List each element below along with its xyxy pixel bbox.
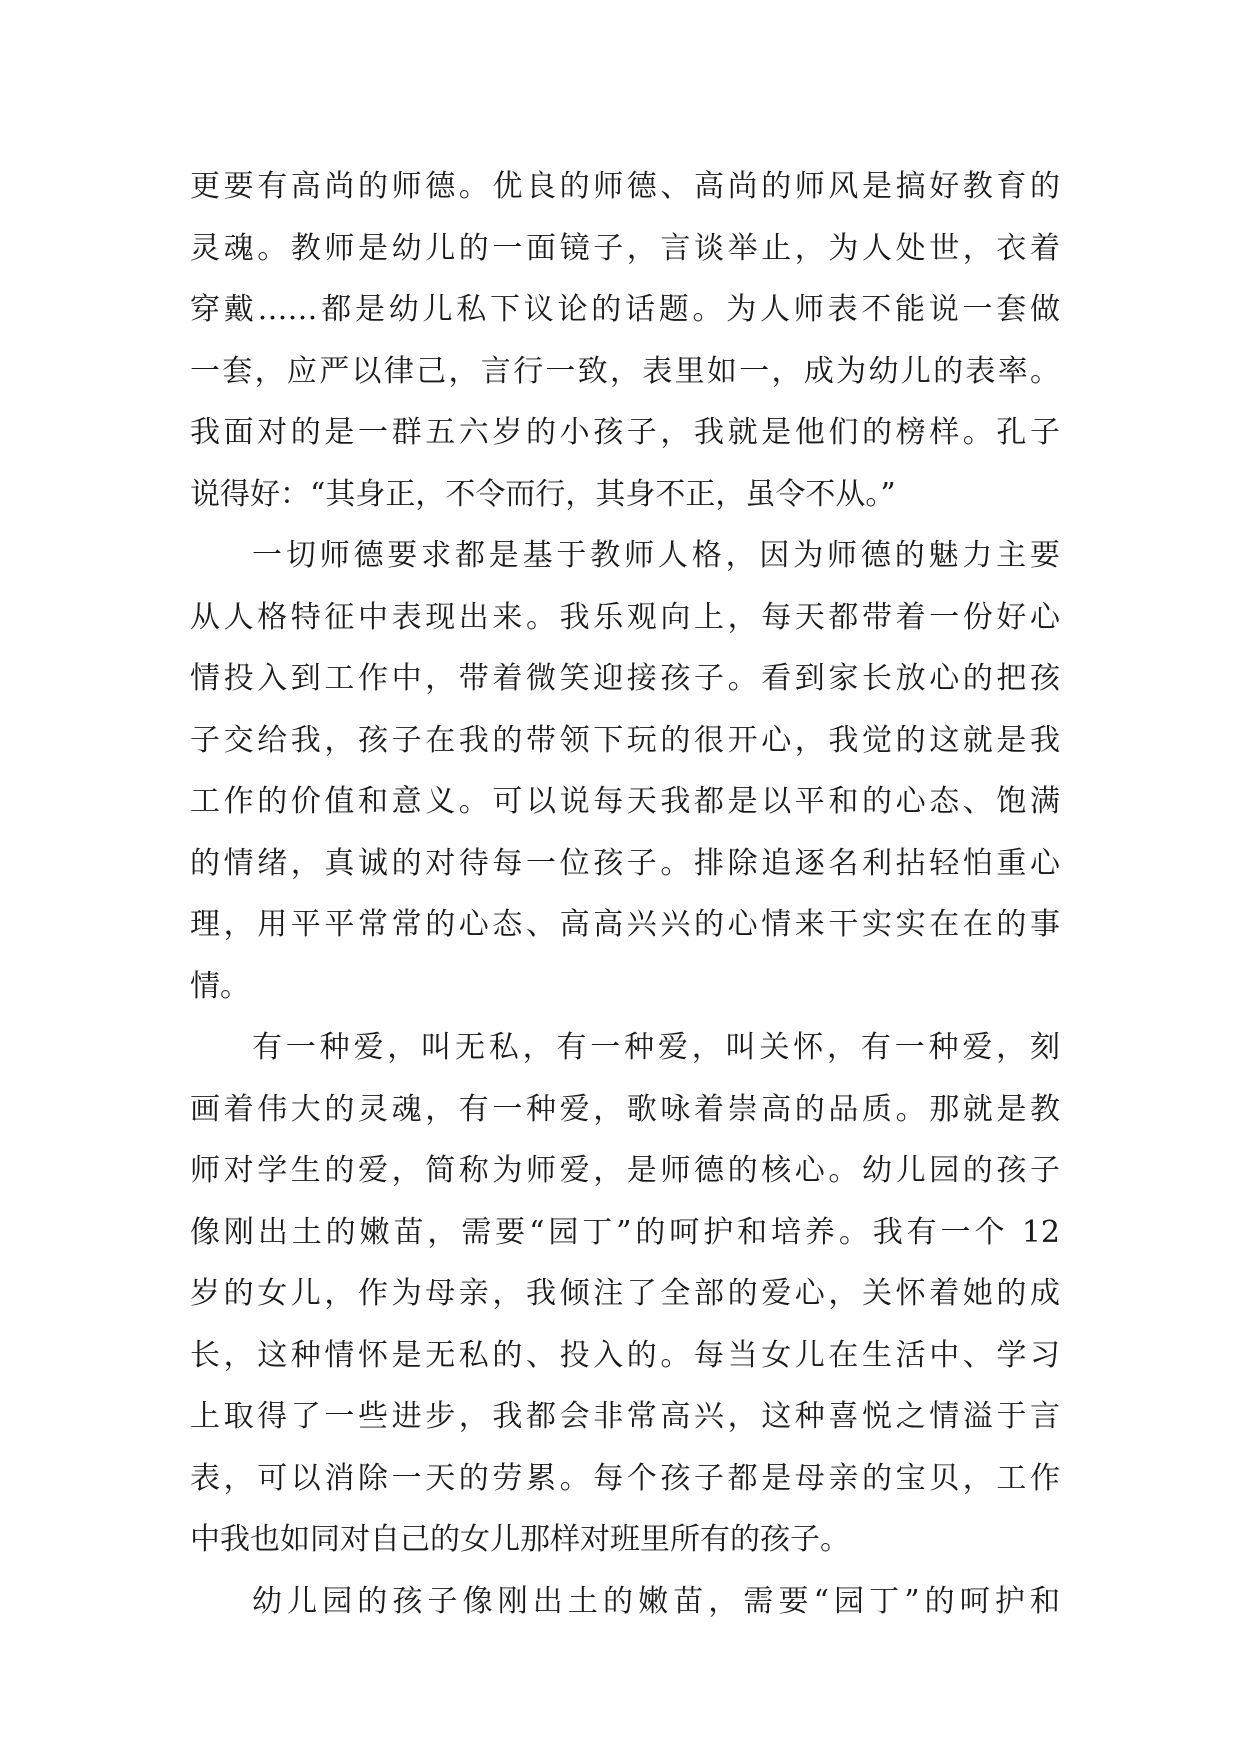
text-line: 一套，应严以律己，言行一致，表里如一，成为幼儿的表率。: [190, 353, 1060, 389]
paragraph-3: [190, 1017, 1060, 1571]
text-line: 师对学生的爱，简称为师爱，是师德的核心。幼儿园的孩子: [190, 1153, 1060, 1188]
text-line: 一切师德要求都是基于教师人格，因为师德的魅力主要: [252, 538, 1060, 573]
paragraph-2: [190, 525, 1060, 1017]
text-line: 幼儿园的孩子像刚出土的嫩苗，需要“园丁”的呵护和: [252, 1583, 1060, 1619]
text-line: 画着伟大的灵魂，有一种爱，歌咏着崇高的品质。那就是教: [190, 1091, 1060, 1127]
text-line: 情。: [190, 968, 250, 1004]
text-line: 有一种爱，叫无私，有一种爱，叫关怀，有一种爱，刻: [252, 1030, 1060, 1065]
paragraph-1: [190, 156, 1060, 525]
text-line: 工作的价值和意义。可以说每天我都是以平和的心态、饱满: [190, 784, 1060, 819]
text-line: 更要有高尚的师德。优良的师德、高尚的师风是搞好教育的: [190, 169, 1060, 204]
text-line: 我面对的是一群五六岁的小孩子，我就是他们的榜样。孔子: [190, 415, 1060, 450]
text-line: 情投入到工作中，带着微笑迎接孩子。看到家长放心的把孩: [190, 661, 1060, 696]
text-line: 的情绪，真诚的对待每一位孩子。排除追逐名利拈轻怕重心: [190, 845, 1060, 881]
text-line: 子交给我，孩子在我的带领下玩的很开心，我觉的这就是我: [190, 722, 1060, 758]
text-line: 灵魂。教师是幼儿的一面镜子，言谈举止，为人处世，衣着: [190, 230, 1060, 266]
text-line: 上取得了一些进步，我都会非常高兴，这种喜悦之情溢于言: [190, 1399, 1060, 1434]
text-line: 中我也如同对自己的女儿那样对班里所有的孩子。: [190, 1522, 850, 1557]
document-body: [190, 156, 1060, 1632]
text-line: 说得好：“其身正，不令而行，其身不正，虽令不从。”: [190, 476, 896, 512]
text-line: 表，可以消除一天的劳累。每个孩子都是母亲的宝贝，工作: [190, 1460, 1060, 1496]
paragraph-4: [190, 1571, 1060, 1633]
text-line: 像刚出土的嫩苗，需要“园丁”的呵护和培养。我有一个 12: [190, 1214, 1060, 1250]
text-line: 长，这种情怀是无私的、投入的。每当女儿在生活中、学习: [190, 1337, 1060, 1373]
text-line: 岁的女儿，作为母亲，我倾注了全部的爱心，关怀着她的成: [190, 1276, 1060, 1311]
text-line: 理，用平平常常的心态、高高兴兴的心情来干实实在在的事: [190, 907, 1060, 942]
text-line: 从人格特征中表现出来。我乐观向上，每天都带着一份好心: [190, 599, 1060, 635]
text-line: 穿戴……都是幼儿私下议论的话题。为人师表不能说一套做: [190, 292, 1060, 327]
